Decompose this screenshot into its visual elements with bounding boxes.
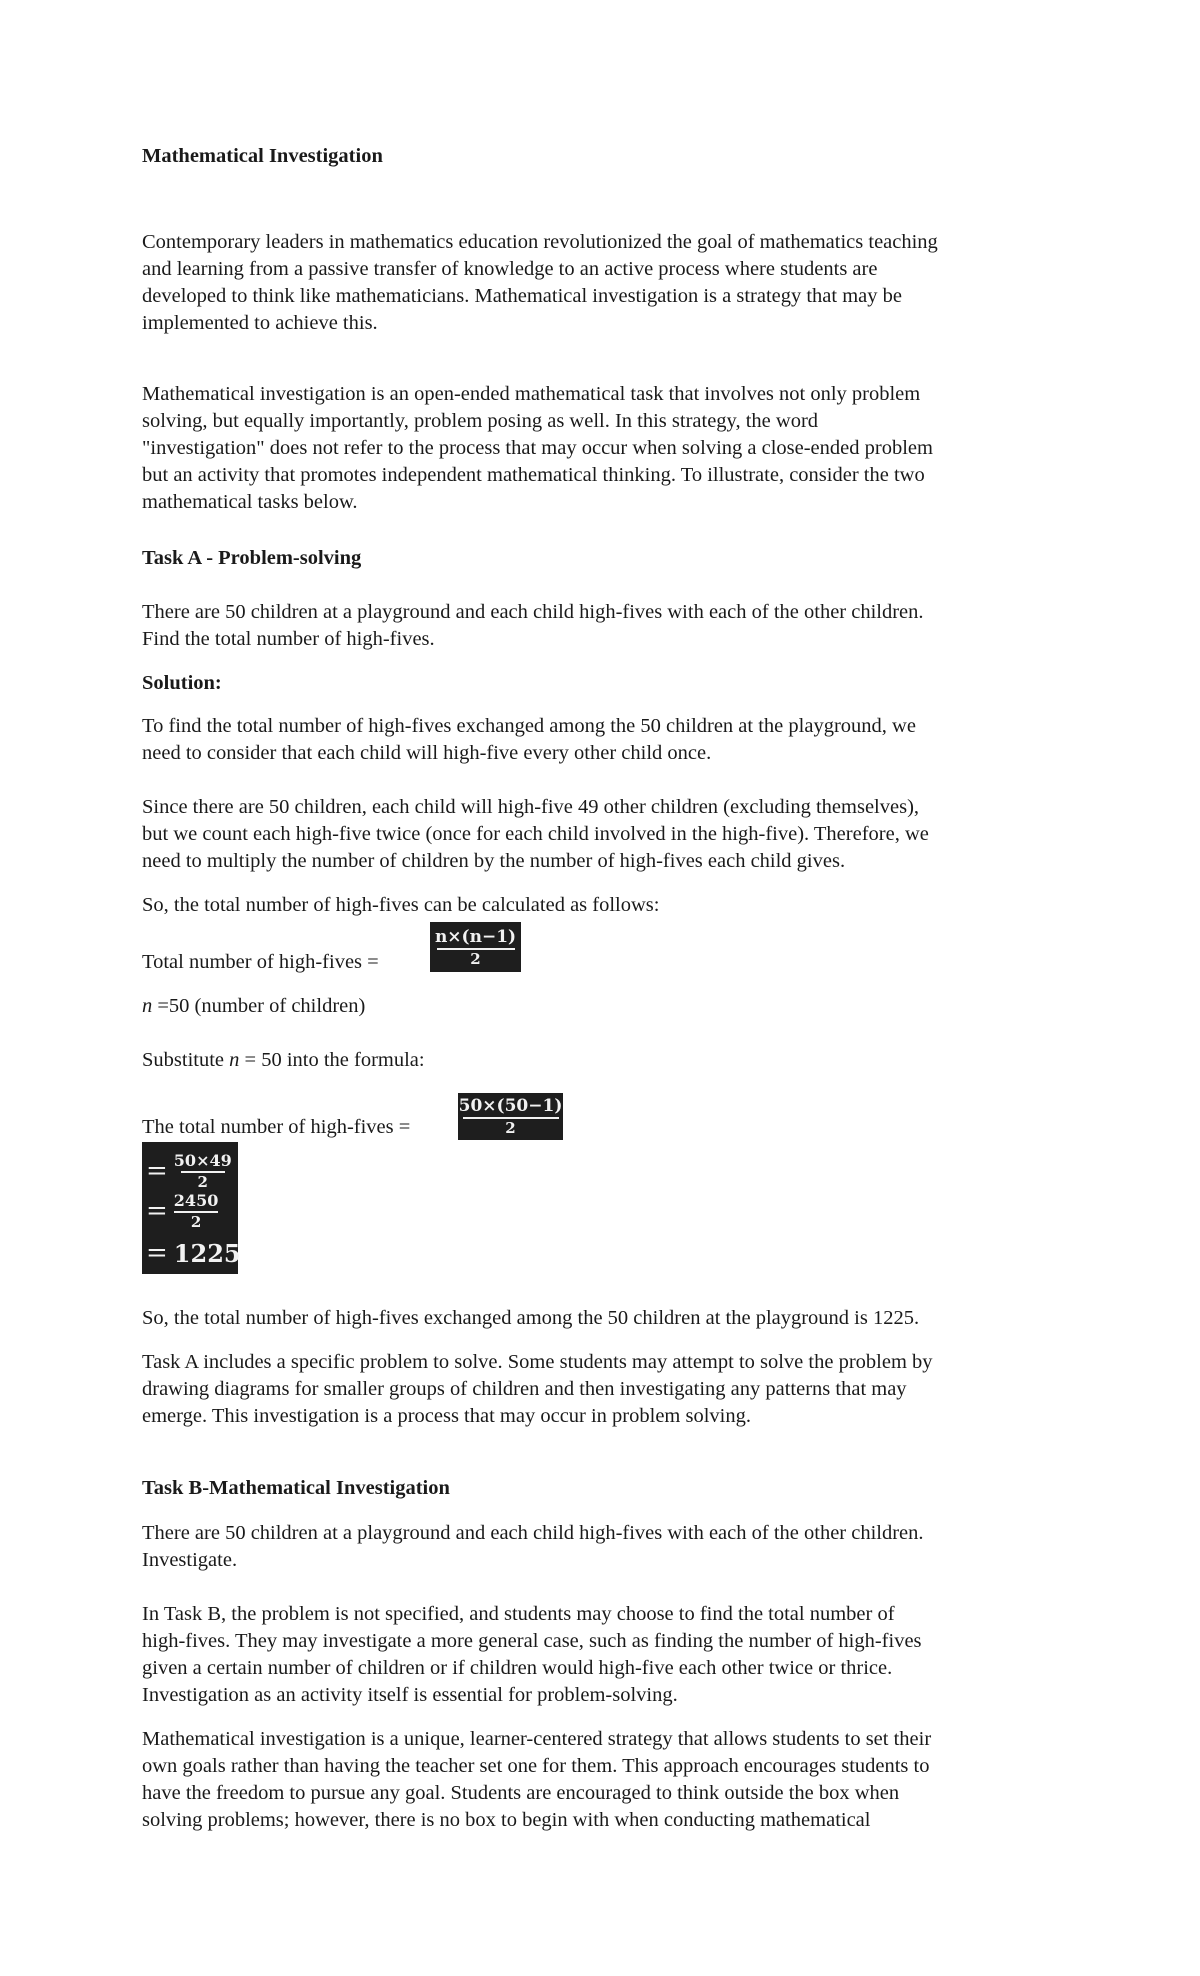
text-line: but we count each high-five twice (once for each child involved in the high-five). Therefore, we [142,823,929,845]
total-formula-image [458,1093,563,1140]
step-2-fraction [174,1192,219,1230]
equals-sign: = [146,1196,168,1226]
page-title: Mathematical Investigation [142,145,383,167]
text-line: own goals rather than having the teacher set one for them. This approach encourages students to [142,1755,930,1777]
calc-intro: So, the total number of high-fives can be calculated as follows: [142,894,660,916]
text-line: given a certain number of children or if children would high-five each other twice or thrice. [142,1657,893,1679]
text-line: Contemporary leaders in mathematics education revolutionized the goal of mathematics teaching [142,231,938,253]
n-definition-text: =50 (number of children) [152,995,366,1017]
formula-label: Total number of high-fives = [142,951,379,973]
substitute-prefix: Substitute [142,1049,230,1071]
task-b-discussion [142,1601,1072,1709]
intro-paragraph [142,229,1072,337]
text-line: implemented to achieve this. [142,312,378,334]
task-b-problem [142,1520,1072,1574]
definition-paragraph [142,381,1072,516]
task-b-heading: Task B-Mathematical Investigation [142,1477,450,1499]
text-line: Find the total number of high-fives. [142,628,435,650]
text-line: There are 50 children at a playground and each child high-fives with each of the other children. [142,1522,924,1544]
text-line: "investigation" does not refer to the process that may occur when solving a close-ended problem [142,437,933,459]
step-2-denominator: 2 [190,1213,202,1231]
text-line: mathematical tasks below. [142,491,358,513]
step-1-denominator: 2 [197,1173,208,1191]
formula-fraction [430,922,521,972]
step-1-fraction [174,1152,232,1190]
text-line: Task A includes a specific problem to solve. Some students may attempt to solve the problem by [142,1351,933,1373]
task-a-heading: Task A - Problem-solving [142,547,362,569]
text-line: Mathematical investigation is a unique, learner-centered strategy that allows students to set their [142,1728,932,1750]
text-line: drawing diagrams for smaller groups of children and then investigating any patterns that may [142,1378,907,1400]
solution-paragraph-1 [142,713,1072,767]
equals-sign: = [146,1156,168,1186]
text-line: need to consider that each child will high-five every other child once. [142,742,712,764]
substitute-line [142,1047,1072,1074]
conclusion-line: So, the total number of high-fives exchanged among the 50 children at the playground is 1225. [142,1307,920,1329]
substitute-suffix: = 50 into the formula: [239,1049,425,1071]
solution-paragraph-2 [142,794,1072,875]
substitute-variable: n [229,1049,240,1071]
computation-steps-image [142,1142,241,1274]
formula-numerator: n×(n−1) [434,926,517,947]
text-line: emerge. This investigation is a process that may occur in problem solving. [142,1405,751,1427]
total-numerator: 50×(50−1) [458,1096,563,1116]
task-a-discussion [142,1349,1072,1430]
text-line: developed to think like mathematicians. Mathematical investigation is a strategy that may be [142,285,902,307]
task-a-problem [142,599,1072,653]
closing-paragraph [142,1726,1072,1834]
step-1 [146,1152,232,1190]
n-variable: n [142,995,153,1017]
total-label: The total number of high-fives = [142,1116,411,1138]
step-3-result: 1225 [173,1238,241,1268]
formula-image [430,922,521,972]
text-line: need to multiply the number of children by the number of high-fives each child gives. [142,850,846,872]
text-line: Investigate. [142,1549,238,1571]
total-denominator: 2 [505,1119,516,1137]
step-1-numerator: 50×49 [173,1151,232,1170]
text-line: There are 50 children at a playground and each child high-fives with each of the other children. [142,601,924,623]
n-definition [142,993,1072,1020]
equals-sign: = [146,1238,168,1268]
text-line: solving, but equally importantly, problem posing as well. In this strategy, the word [142,410,819,432]
formula-denominator: 2 [470,949,481,968]
step-2-numerator: 2450 [173,1191,219,1210]
total-fraction [458,1093,563,1140]
text-line: In Task B, the problem is not specified, and students may choose to find the total number of [142,1603,895,1625]
step-3 [146,1238,241,1268]
step-2 [146,1192,218,1230]
text-line: have the freedom to pursue any goal. Students are encouraged to think outside the box when [142,1782,900,1804]
text-line: Investigation as an activity itself is essential for problem-solving. [142,1684,678,1706]
text-line: but an activity that promotes independent mathematical thinking. To illustrate, consider the two [142,464,925,486]
text-line: and learning from a passive transfer of knowledge to an active process where students are [142,258,878,280]
solution-label: Solution: [142,672,222,694]
text-line: Mathematical investigation is an open-ended mathematical task that involves not only problem [142,383,921,405]
text-line: high-fives. They may investigate a more general case, such as finding the number of high-fives [142,1630,922,1652]
text-line: Since there are 50 children, each child will high-five 49 other children (excluding themselves), [142,796,920,818]
text-line: solving problems; however, there is no box to begin with when conducting mathematical [142,1809,871,1831]
text-line: To find the total number of high-fives exchanged among the 50 children at the playground, we [142,715,916,737]
